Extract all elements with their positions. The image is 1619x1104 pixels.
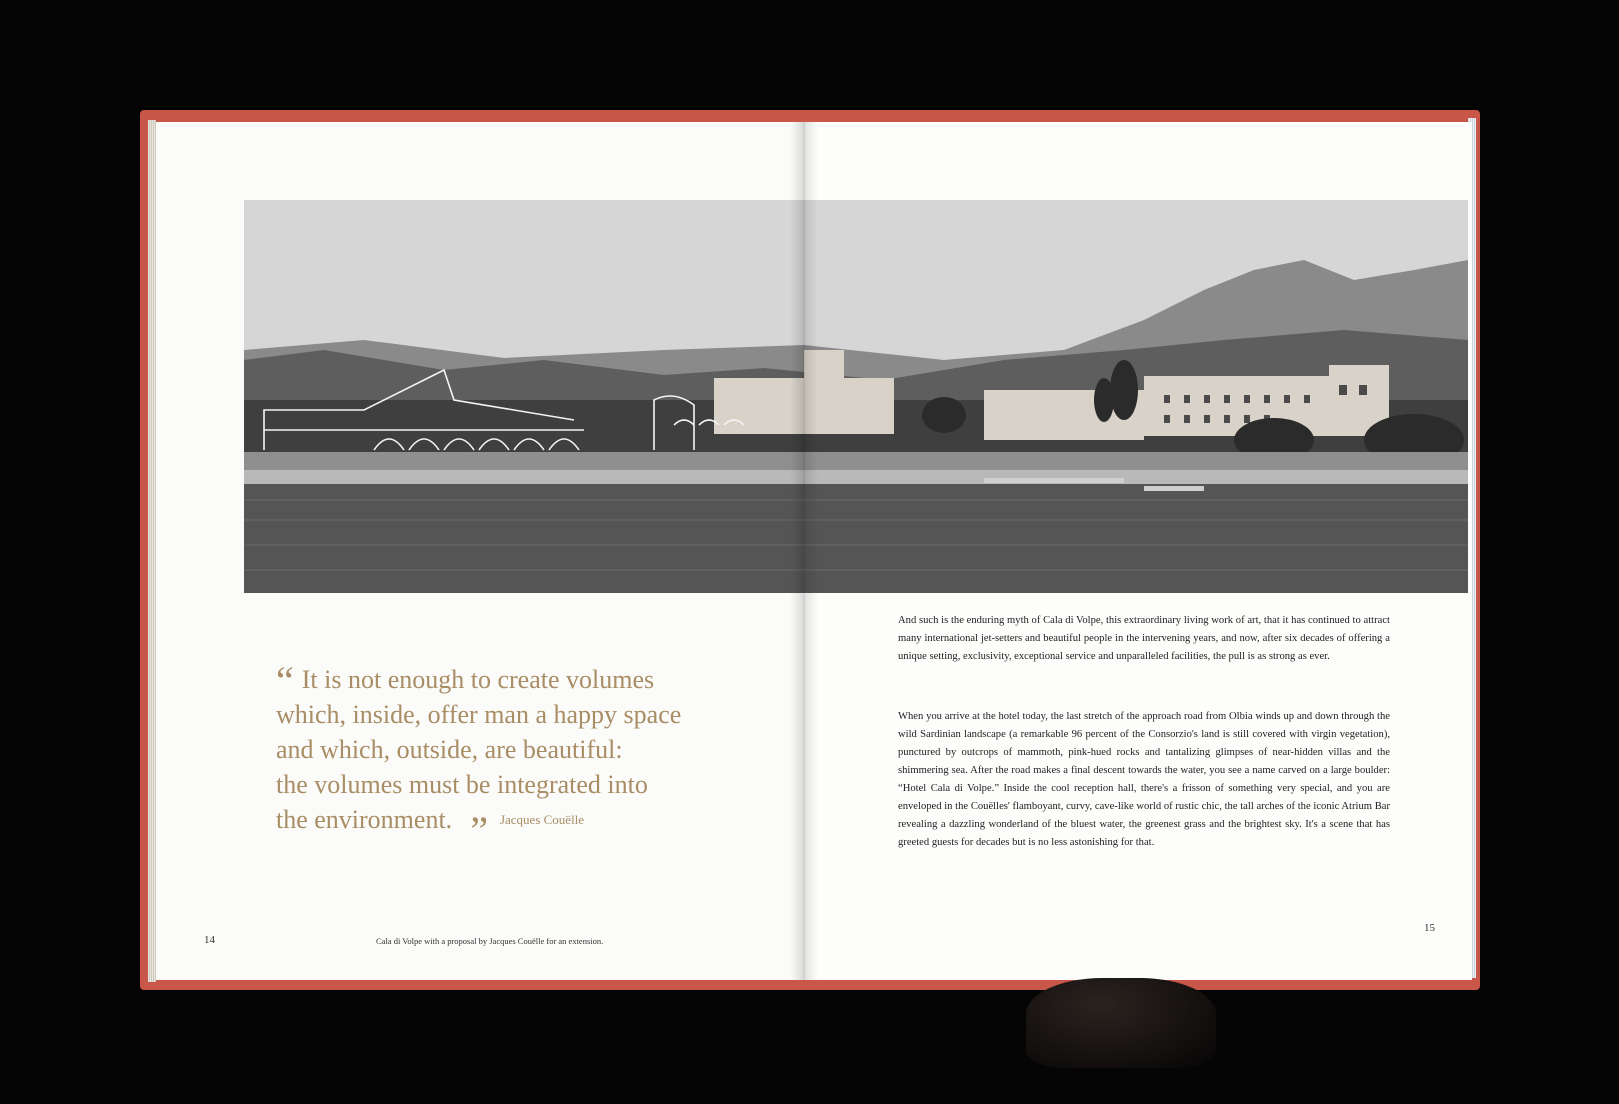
hotel-landscape-illustration xyxy=(244,200,1468,593)
pull-quote xyxy=(276,658,746,853)
quote-attribution: Jacques Couëlle xyxy=(499,812,585,827)
page-number-right: 15 xyxy=(1424,922,1435,934)
quote-line-2: which, inside, offer man a happy space xyxy=(276,700,682,729)
open-quote-mark: “ xyxy=(276,658,294,703)
left-page-edges xyxy=(148,120,156,982)
body-paragraph-2: When you arrive at the hotel today, the last stretch of the approach road from Olbia winds up and down through the wild Sardinian landscape (a remarkable 96 percent of the Consorzio's land is still covered with virgin vegetation), punctured by outcrops of mammoth, pink-hued rocks and tantalizing glimpses of near-hidden villas and the shimmering sea. After the road makes a final descent towards the water, you see a name carved on a large boulder: “Hotel Cala di Volpe.” Inside the cool reception hall, there's a frisson of something very special, and you are enveloped in the Couëlles' flamboyant, curvy, cave-like world of rustic chic, the tall arches of the iconic Atrium Bar revealing a dazzling wonderland of the bluest water, the greenest grass and the brightest sky. It's a scene that has greeted guests for decades but is no less astonishing for that. xyxy=(898,711,1390,848)
page-number-left: 14 xyxy=(204,934,215,946)
close-quote-mark: ” xyxy=(470,808,488,853)
quote-line-3: and which, outside, are beautiful: xyxy=(276,735,623,764)
quote-line-1: “ It is not enough to create volumes xyxy=(276,658,655,703)
photo-caption: Cala di Volpe with a proposal by Jacques Couëlle for an extension. xyxy=(376,936,604,946)
holding-hand xyxy=(1026,978,1216,1068)
quote-line-4: the volumes must be integrated into xyxy=(276,770,648,799)
panoramic-photo xyxy=(244,200,1468,593)
body-paragraph-1: And such is the enduring myth of Cala di Volpe, this extraordinary living work of art, that it has continued to attract many international jet-setters and beautiful people in the intervening years, and now, after six decades of offering a unique setting, exclusivity, exceptional service and unparalleled facilities, the pull is as strong as ever. xyxy=(898,615,1390,662)
quote-line-5: the environment. ” Jacques Couëlle xyxy=(276,805,585,853)
